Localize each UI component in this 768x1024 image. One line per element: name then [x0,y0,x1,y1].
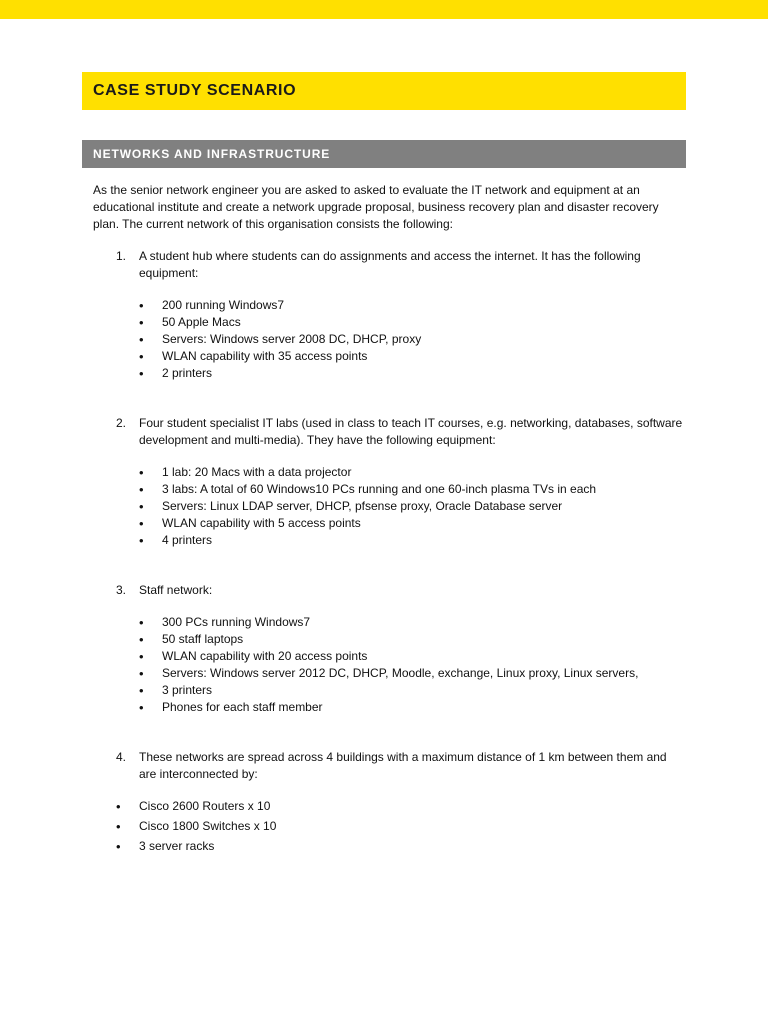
list-item [139,614,683,631]
interconnect-list [93,798,683,855]
item-text: A student hub where students can do assignments and access the internet. It has the following equipment: [139,249,641,280]
list-item-text: 3 labs: A total of 60 Windows10 PCs running and one 60-inch plasma TVs in each [162,482,597,496]
list-item [139,365,683,382]
list-item [139,481,683,498]
bullet-icon: • [139,649,144,664]
list-item [116,798,683,815]
top-accent-band [0,0,768,19]
list-item-text: 50 Apple Macs [162,315,241,329]
list-item-text: 3 printers [162,683,213,697]
title-banner [82,72,686,110]
equipment-list [139,464,683,549]
list-item [139,648,683,665]
list-item-text: Phones for each staff member [162,700,323,714]
list-item [139,464,683,481]
list-item-text: 2 printers [162,366,213,380]
list-item [139,498,683,515]
bullet-icon: • [139,615,144,630]
item-text: These networks are spread across 4 buildings with a maximum distance of 1 km between them and are interconnected by: [139,750,667,781]
item-text: Staff network: [139,583,213,597]
bullet-icon: • [139,499,144,514]
list-item [139,699,683,716]
list-item [139,331,683,348]
numbered-item-4 [93,749,683,783]
bullet-icon: • [139,666,144,681]
equipment-list [139,614,683,716]
list-item [116,818,683,835]
list-item-text: 3 server racks [139,839,215,853]
list-item [139,314,683,331]
list-item-text: 50 staff laptops [162,632,244,646]
list-item-text: 200 running Windows7 [162,298,285,312]
section-banner [82,140,686,168]
numbered-item-3 [93,582,683,716]
list-item-text: WLAN capability with 5 access points [162,516,361,530]
item-number: 3. [116,583,127,597]
list-item-text: Servers: Linux LDAP server, DHCP, pfsense proxy, Oracle Database server [162,499,563,513]
list-item-text: Servers: Windows server 2008 DC, DHCP, proxy [162,332,422,346]
item-number: 4. [116,750,127,764]
list-item [116,838,683,855]
bullet-icon: • [139,298,144,313]
item-number: 2. [116,416,127,430]
list-item [139,665,683,682]
bullet-icon: • [116,819,121,834]
list-item-text: Cisco 1800 Switches x 10 [139,819,277,833]
bullet-icon: • [139,482,144,497]
numbered-item-1 [93,248,683,382]
document-body [93,182,683,858]
bullet-icon: • [139,465,144,480]
list-item-text: Servers: Windows server 2012 DC, DHCP, Moodle, exchange, Linux proxy, Linux servers, [162,666,639,680]
list-item [139,532,683,549]
bullet-icon: • [139,683,144,698]
bullet-icon: • [139,516,144,531]
bullet-icon: • [139,632,144,647]
list-item-text: 300 PCs running Windows7 [162,615,311,629]
list-item-text: WLAN capability with 20 access points [162,649,368,663]
bullet-icon: • [116,839,121,854]
list-item-text: 1 lab: 20 Macs with a data projector [162,465,352,479]
bullet-icon: • [139,349,144,364]
list-item [139,515,683,532]
list-item [139,631,683,648]
list-item [139,682,683,699]
bullet-icon: • [139,332,144,347]
list-item-text: Cisco 2600 Routers x 10 [139,799,271,813]
bullet-icon: • [139,315,144,330]
bullet-icon: • [139,700,144,715]
list-item [139,348,683,365]
list-item-text: WLAN capability with 35 access points [162,349,368,363]
equipment-list [139,297,683,382]
bullet-icon: • [116,799,121,814]
item-text: Four student specialist IT labs (used in class to teach IT courses, e.g. networking, databases, software development and multi-media). They have the following equipment: [139,416,683,447]
list-item [139,297,683,314]
bullet-icon: • [139,533,144,548]
bullet-icon: • [139,366,144,381]
section-heading: NETWORKS AND INFRASTRUCTURE [93,147,331,161]
page-title: CASE STUDY SCENARIO [93,82,297,99]
item-number: 1. [116,249,127,263]
numbered-item-2 [93,415,683,549]
intro-paragraph: As the senior network engineer you are asked to asked to evaluate the IT network and equipment at an educational institute and create a network upgrade proposal, business recovery plan and disaster recovery plan. The current network of this organisation consists the following: [93,183,659,231]
list-item-text: 4 printers [162,533,213,547]
